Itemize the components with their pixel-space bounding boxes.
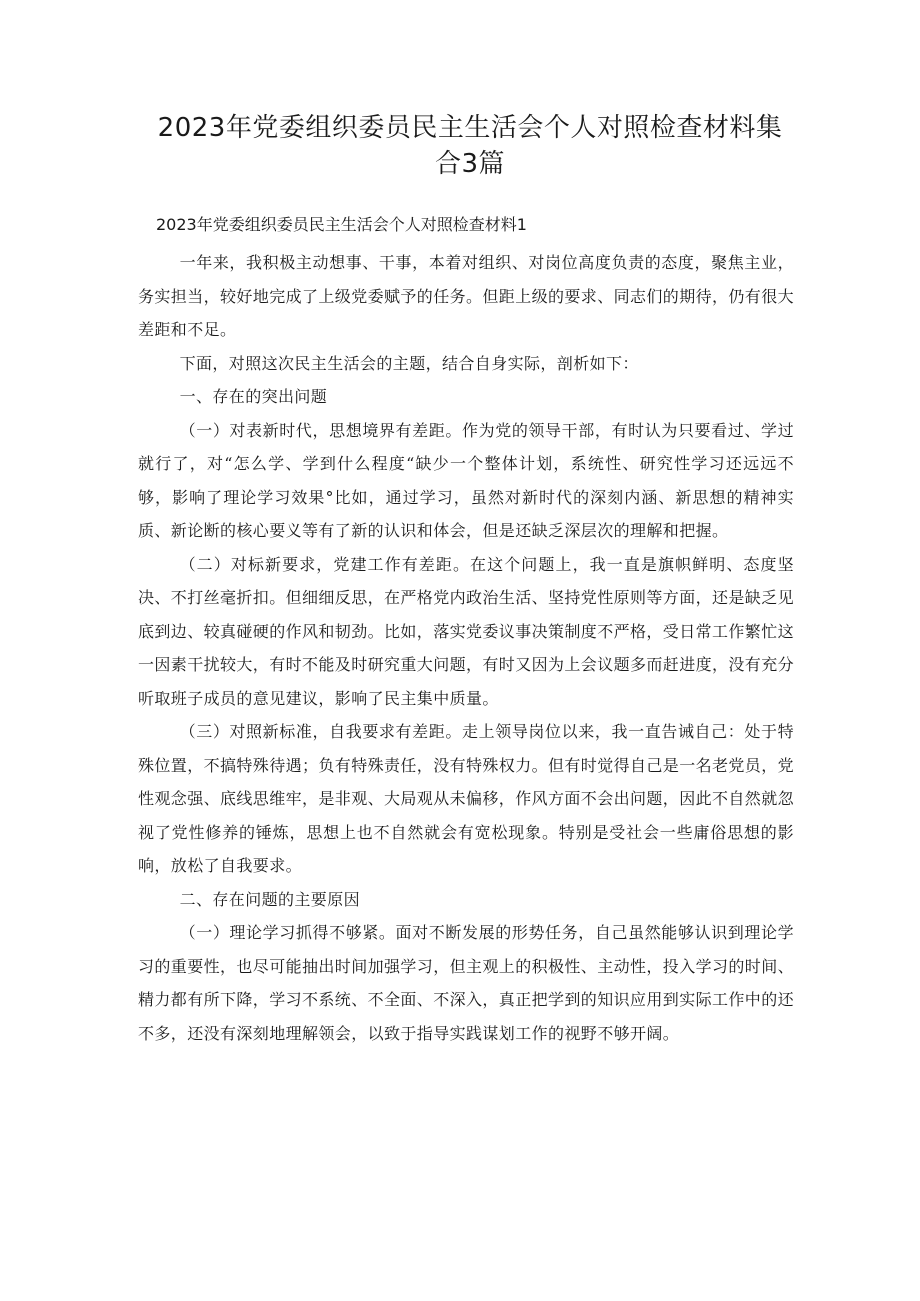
intro-paragraph-2: 下面，对照这次民主生活会的主题，结合自身实际，剖析如下： xyxy=(179,353,639,373)
document-title xyxy=(140,110,800,182)
document-title-line-1: 2023年党委组织委员民主生活会个人对照检查材料集 xyxy=(157,113,783,143)
section-1-item-1: （一）对表新时代，思想境界有差距。作为党的领导干部，有时认为只要看过、学过就行了，对“怎么学、学到什么程度“缺少一个整体计划，系统性、研究性学习还远远不够，影响了理论学习效果°比如，通过学习，虽然对新时代的深刻内涵、新思想的精神实质、新论断的核心要义等有了新的认识和体会，但是还缺乏深层次的理解和把握。 xyxy=(138,420,794,540)
section-heading-1: 一、存在的突出问题 xyxy=(179,387,328,406)
document-title-line-2: 合3篇 xyxy=(434,149,506,179)
section-heading-2: 二、存在问题的主要原因 xyxy=(179,889,360,909)
section-1-item-3: （三）对照新标准，自我要求有差距。走上领导岗位以来，我一直告诫自己：处于特殊位置，不搞特殊待遇；负有特殊责任，没有特殊权力。但有时觉得自己是一名老党员，党性观念强、底线思维牢，是非观、大局观从未偏移，作风方面不会出问题，因此不自然就忽视了党性修养的锤炼，思想上也不自然就会有宽松现象。特别是受社会一些庸俗思想的影响，放松了自我要求。 xyxy=(138,722,795,875)
section-1-item-2: （二）对标新要求，党建工作有差距。在这个问题上，我一直是旗帜鲜明、态度坚决、不打丝毫折扣。但细细反思，在严格党内政治生活、坚持党性原则等方面，还是缺乏见底到边、较真碰硬的作风和韧劲。比如，落实党委议事决策制度不严格，受日常工作繁忙这一因素干扰较大，有时不能及时研究重大问题，有时又因为上会议题多而赶进度，没有充分听取班子成员的意见建议，影响了民主集中质量。 xyxy=(138,554,795,708)
intro-paragraph-1: 一年来，我积极主动想事、干事，本着对组织、对岗位高度负责的态度，聚焦主业，务实担当，较好地完成了上级党委赋予的任务。但距上级的要求、同志们的期待，仍有很大差距和不足。 xyxy=(138,253,795,339)
document-body xyxy=(138,212,794,1050)
section-2-item-1: （一）理论学习抓得不够紧。面对不断发展的形势任务，自己虽然能够认识到理论学习的重要性，也尽可能抽出时间加强学习，但主观上的积极性、主动性，投入学习的时间、精力都有所下降，学习不系统、不全面、不深入，真正把学到的知识应用到实际工作中的还不多，还没有深刻地理解领会，以致于指导实践谋划工作的视野不够开阔。 xyxy=(138,923,795,1043)
document-subtitle: 2023年党委组织委员民主生活会个人对照检查材料1 xyxy=(156,215,527,234)
